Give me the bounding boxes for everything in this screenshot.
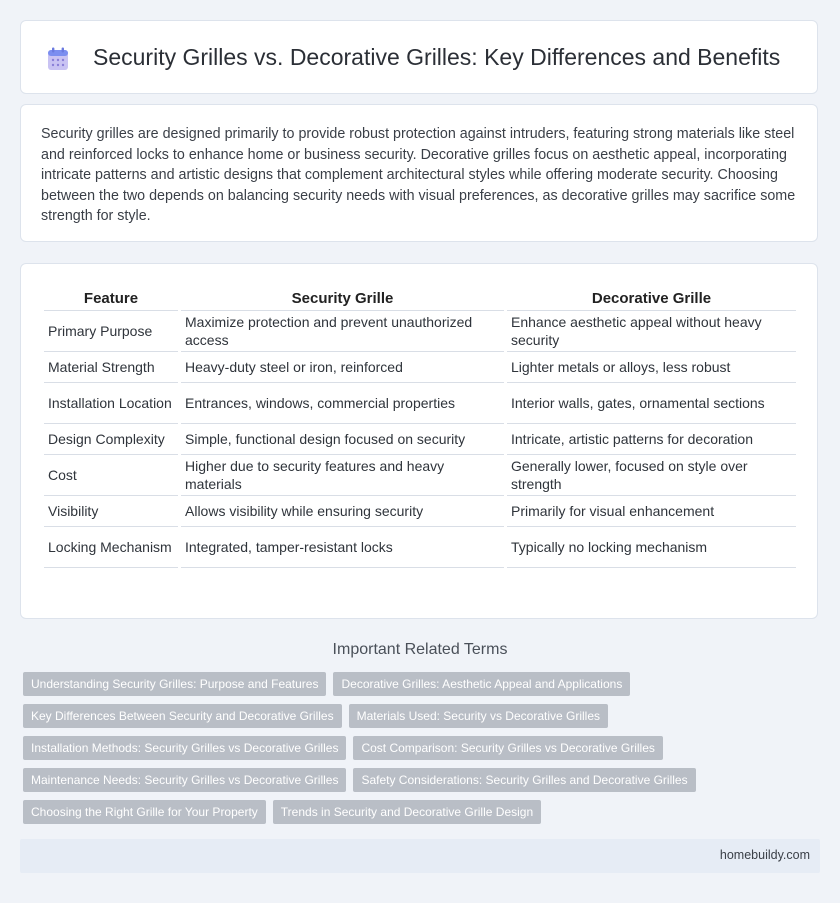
- table-row: [44, 424, 796, 455]
- comparison-table: [41, 284, 799, 568]
- header-card: [20, 20, 818, 94]
- decorative-cell: Lighter metals or alloys, less robust: [507, 352, 796, 383]
- feature-cell: Design Complexity: [44, 424, 178, 455]
- calendar-icon: [47, 47, 69, 71]
- decorative-cell: Intricate, artistic patterns for decoration: [507, 424, 796, 455]
- feature-cell: Installation Location: [44, 383, 178, 424]
- table-row: [44, 527, 796, 568]
- security-cell: Heavy-duty steel or iron, reinforced: [181, 352, 504, 383]
- related-term-tag[interactable]: Decorative Grilles: Aesthetic Appeal and Applications: [333, 672, 630, 696]
- table-row: [44, 496, 796, 527]
- tag-row: [23, 800, 813, 824]
- tag-row: [23, 768, 813, 792]
- column-header-feature: Feature: [44, 284, 178, 311]
- intro-paragraph: Security grilles are designed primarily to provide robust protection against intruders, featuring strong materials like steel and reinforced locks to enhance home or business security. Decorative grilles focus on aesthetic appeal, incorporating intricate patterns and artistic designs that complement architectural styles while offering moderate security. Choosing between the two depends on balancing security needs with visual preferences, as decorative grilles may sacrifice some strength for style.: [41, 126, 796, 224]
- column-header-security: Security Grille: [181, 284, 504, 311]
- comparison-card: [20, 263, 818, 619]
- feature-cell: Material Strength: [44, 352, 178, 383]
- table-row: [44, 311, 796, 352]
- table-row: [44, 352, 796, 383]
- related-term-tag[interactable]: Understanding Security Grilles: Purpose and Features: [23, 672, 326, 696]
- feature-cell: Locking Mechanism: [44, 527, 178, 568]
- footer: [20, 839, 820, 873]
- related-terms-heading: Important Related Terms: [332, 641, 508, 658]
- related-term-tag[interactable]: Maintenance Needs: Security Grilles vs Decorative Grilles: [23, 768, 346, 792]
- feature-cell: Visibility: [44, 496, 178, 527]
- page-title: Security Grilles vs. Decorative Grilles: Key Differences and Benefits: [93, 44, 781, 70]
- site-name[interactable]: homebuildy.com: [719, 848, 810, 862]
- related-term-tag[interactable]: Materials Used: Security vs Decorative Grilles: [349, 704, 608, 728]
- related-term-tag[interactable]: Cost Comparison: Security Grilles vs Decorative Grilles: [353, 736, 662, 760]
- security-cell: Integrated, tamper-resistant locks: [181, 527, 504, 568]
- security-cell: Higher due to security features and heavy materials: [181, 455, 504, 496]
- feature-cell: Cost: [44, 455, 178, 496]
- decorative-cell: Enhance aesthetic appeal without heavy security: [507, 311, 796, 352]
- security-cell: Allows visibility while ensuring security: [181, 496, 504, 527]
- related-term-tag[interactable]: Installation Methods: Security Grilles vs Decorative Grilles: [23, 736, 346, 760]
- related-terms-list: [23, 672, 813, 832]
- related-term-tag[interactable]: Trends in Security and Decorative Grille Design: [273, 800, 541, 824]
- security-cell: Simple, functional design focused on security: [181, 424, 504, 455]
- intro-card: [20, 104, 818, 242]
- related-term-tag[interactable]: Key Differences Between Security and Decorative Grilles: [23, 704, 342, 728]
- decorative-cell: Primarily for visual enhancement: [507, 496, 796, 527]
- table-row: [44, 383, 796, 424]
- table-row: [44, 455, 796, 496]
- security-cell: Maximize protection and prevent unauthorized access: [181, 311, 504, 352]
- tag-row: [23, 704, 813, 728]
- tag-row: [23, 672, 813, 696]
- related-term-tag[interactable]: Choosing the Right Grille for Your Property: [23, 800, 266, 824]
- security-cell: Entrances, windows, commercial properties: [181, 383, 504, 424]
- decorative-cell: Generally lower, focused on style over strength: [507, 455, 796, 496]
- tag-row: [23, 736, 813, 760]
- related-term-tag[interactable]: Safety Considerations: Security Grilles and Decorative Grilles: [353, 768, 695, 792]
- table-header-row: [44, 284, 796, 311]
- feature-cell: Primary Purpose: [44, 311, 178, 352]
- column-header-decorative: Decorative Grille: [507, 284, 796, 311]
- decorative-cell: Typically no locking mechanism: [507, 527, 796, 568]
- decorative-cell: Interior walls, gates, ornamental sections: [507, 383, 796, 424]
